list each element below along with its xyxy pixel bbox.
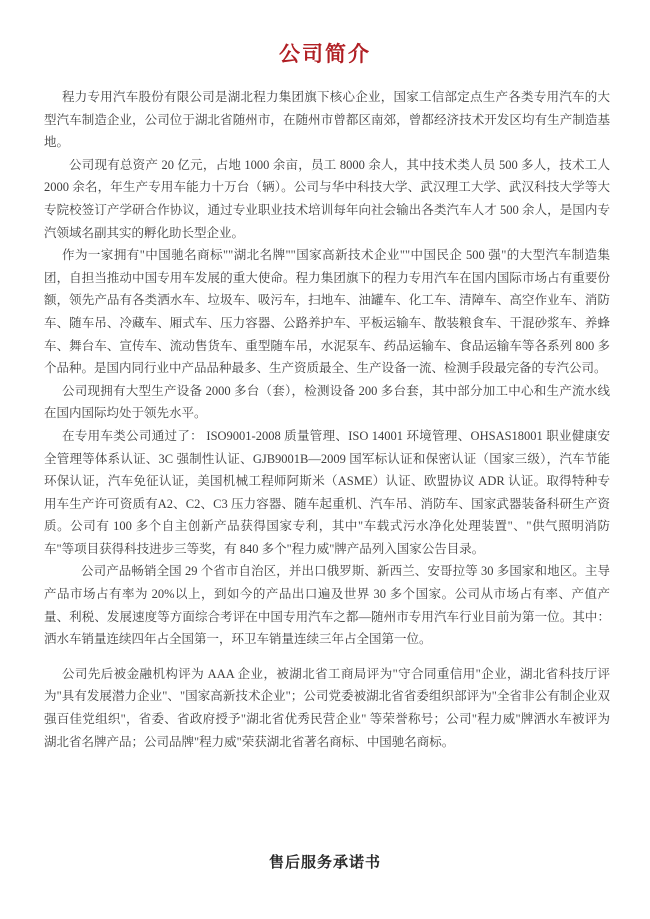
- paragraph-brands-and-products: 作为一家拥有"中国驰名商标""湖北名牌""国家高新技术企业""中国民企 500 强"的大型汽车制造集团，自担当推动中国专用车发展的重大使命。程力集团旗下的程力专用汽车在国内国际市场占有重要份额，领先产品有各类洒水车、垃圾车、吸污车，扫地车、油罐车、化工车、清障车、高空作业车、消防车、随车吊、冷藏车、厢式车、压力容器、公路养护车、平板运输车、散装粮食车、干混砂浆车、养蜂车、舞台车、宣传车、流动售货车、重型随车吊，水泥泵车、药品运输车、食品运输车等各系列 800 多个品种。是国内同行业中产品品种最多、生产资质最全、生产设备一流、检测手段最完备的专汽公司。: [44, 248, 610, 376]
- paragraph-certifications: 在专用车类公司通过了： ISO9001-2008 质量管理、ISO 14001 环境管理、OHSAS18001 职业健康安全管理等体系认证、3C 强制性认证、GJB9001B—2009 国军标认证和保密认证（国家三级），汽车节能环保认证，汽车免征认证，美国机械工程师阿斯米（ASME）认证、欧盟协议 ADR 认证。取得特种专用车生产许可资质有A2、C2、C3 压力容器、随车起重机、汽车吊、消防车、国家武器装备科研生产资质。公司有 100 多个自主创新产品获得国家专利，其中"车载式污水净化处理装置"、"供气照明消防车"等项目获得科技进步三等奖，有 840 多个"程力威"牌产品列入国家公告目录。: [44, 428, 610, 556]
- page-title: 公司简介: [279, 42, 371, 66]
- paragraph-assets-and-staff: 公司现有总资产 20 亿元，占地 1000 余亩，员工 8000 余人，其中技术类人员 500 多人，技术工人 2000 余名，年生产专用车能力十万台（辆）。公司与华中科技大学、武汉理工大学、武汉科技大学等大专院校签订产学研合作协议，通过专业职业技术培训每年向社会输出各类汽车人才 500 余人，是国内专汽领域名副其实的孵化助长型企业。: [44, 157, 610, 240]
- paragraph-production-equipment: 公司现拥有大型生产设备 2000 多台（套），检测设备 200 多台套，其中部分加工中心和生产流水线在国内国际均处于领先水平。: [44, 383, 610, 421]
- paragraph-honors: 公司先后被金融机构评为 AAA 企业，被湖北省工商局评为"守合同重信用"企业，湖北省科技厅评为"具有发展潜力企业"、"国家高新技术企业"；公司党委被湖北省省委组织部评为"全省非公有制企业双强百佳党组织"，省委、省政府授予"湖北省优秀民营企业" 等荣誉称号；公司"程力威"牌洒水车被评为湖北省名牌产品；公司品牌"程力威"荣获湖北省著名商标、中国驰名商标。: [44, 666, 610, 749]
- paragraph-market-position: 公司产品畅销全国 29 个省市自治区，并出口俄罗斯、新西兰、安哥拉等 30 多国家和地区。主导产品市场占有率为 20%以上，到如今的产品出口遍及世界 30 多个国家。公司从市场占有率、产值产量、利税、发展速度等方面综合考评在中国专用汽车之都—随州市专用汽车行业目前为第一位。其中：洒水车销量连续四年占全国第一，环卫车销量连续三年占全国第一位。: [44, 564, 610, 647]
- section-heading-after-sales-commitment: 售后服务承诺书: [268, 854, 381, 871]
- document-body: [44, 86, 610, 753]
- paragraph-company-overview: 程力专用汽车股份有限公司是湖北程力集团旗下核心企业，国家工信部定点生产各类专用汽车的大型汽车制造企业，公司位于湖北省随州市，在随州市曾都区南郊，曾都经济技术开发区均有生产制造基地。: [44, 90, 610, 150]
